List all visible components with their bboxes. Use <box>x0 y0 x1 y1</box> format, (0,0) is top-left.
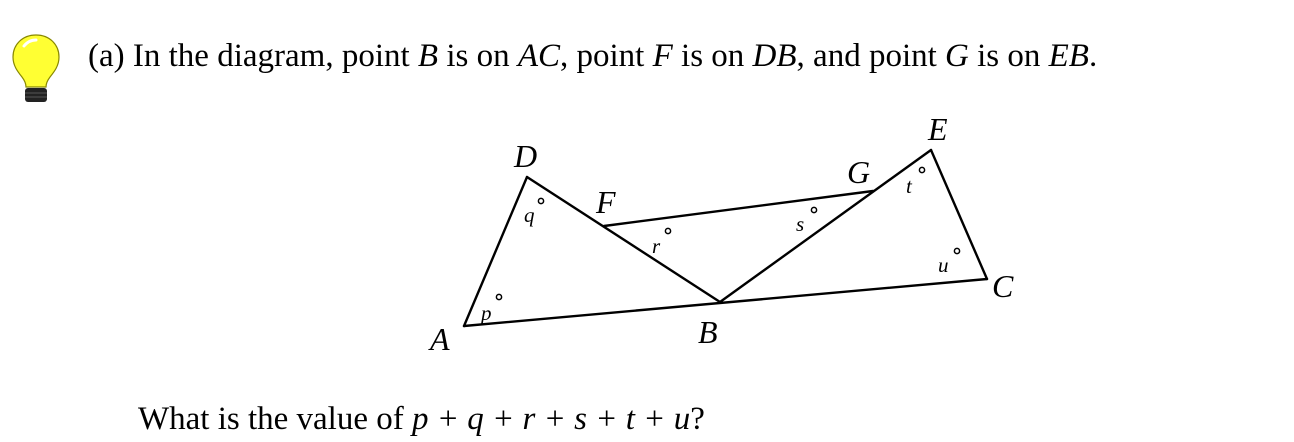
separator-2: , and point <box>796 38 937 74</box>
is-on-text-3: is on <box>977 38 1041 74</box>
question-expression: p + q + r + s + t + u <box>412 401 691 437</box>
point-b-ref: B <box>417 38 439 74</box>
point-label-e: E <box>928 111 948 147</box>
is-on-text-1: is on <box>446 38 510 74</box>
question-text <box>138 403 705 436</box>
degree-mark-p <box>496 294 501 299</box>
line-ac-ref: AC <box>517 38 561 74</box>
part-label: (a) <box>88 38 125 74</box>
degree-mark-u <box>954 248 959 253</box>
point-label-a: A <box>430 321 450 357</box>
angle-label-u: u <box>938 253 949 277</box>
segment-ad <box>464 177 527 326</box>
angle-label-q: q <box>524 203 535 227</box>
angle-label-t: t <box>906 174 912 198</box>
question-suffix: ? <box>690 401 705 437</box>
line-eb-ref: EB <box>1048 38 1089 74</box>
point-label-b: B <box>698 314 718 350</box>
angle-label-s: s <box>796 212 805 236</box>
degree-mark-r <box>665 228 670 233</box>
segment-db <box>527 177 720 302</box>
separator-1: , point <box>560 38 645 74</box>
point-f-ref: F <box>652 38 673 74</box>
angle-label-p: p <box>481 301 492 325</box>
angle-label-r: r <box>652 234 661 258</box>
degree-mark-s <box>811 207 816 212</box>
point-label-d: D <box>514 138 538 174</box>
degree-mark-q <box>538 198 543 203</box>
question-prefix: What is the value of <box>138 401 404 437</box>
point-g-ref: G <box>945 38 969 74</box>
end-period: . <box>1088 38 1098 74</box>
degree-mark-t <box>919 167 924 172</box>
point-label-f: F <box>596 184 616 220</box>
intro-text: In the diagram, point <box>132 38 410 74</box>
is-on-text-2: is on <box>681 38 745 74</box>
line-db-ref: DB <box>752 38 797 74</box>
point-label-g: G <box>847 154 871 190</box>
segment-ac <box>464 279 987 326</box>
point-label-c: C <box>992 268 1014 304</box>
segment-eb <box>720 150 931 302</box>
